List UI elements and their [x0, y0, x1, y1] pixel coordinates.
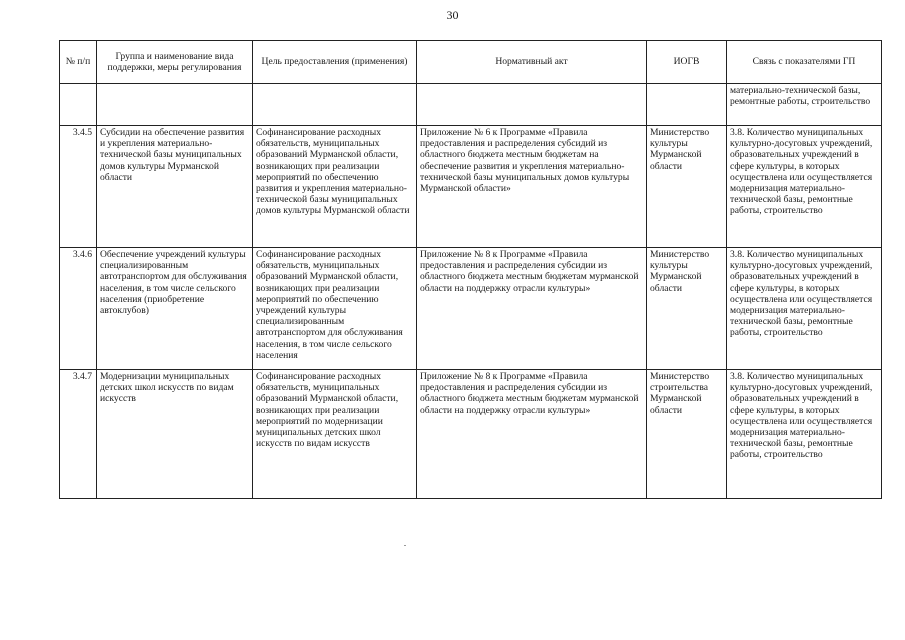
cell-group: Обеспечение учреждений культуры специализированным автотранспортом для обслуживания населения, в том числе сельского населения (приобретение автоклубов) — [97, 248, 253, 370]
cell-iogv: Министерство строительства Мурманской области — [647, 370, 727, 499]
cell-num: 3.4.5 — [60, 126, 97, 248]
header-purpose: Цель предоставления (применения) — [253, 41, 417, 84]
cell-num: 3.4.6 — [60, 248, 97, 370]
header-group: Группа и наименование вида поддержки, меры регулирования — [97, 41, 253, 84]
cell-indicator: материально-технической базы, ремонтные работы, строительство — [727, 84, 882, 126]
scan-speck — [404, 545, 406, 546]
cell-act: Приложение № 8 к Программе «Правила предоставления и распределения субсидии из областного бюджета местным бюджетам мурманской области на поддержку отрасли культуры» — [417, 248, 647, 370]
cell-num: 3.4.7 — [60, 370, 97, 499]
cell-purpose: Софинансирование расходных обязательств, муниципальных образований Мурманской области, возникающих при реализации мероприятий по модернизации муниципальных детских школ искусств по видам искусств — [253, 370, 417, 499]
cell-group — [97, 84, 253, 126]
cell-purpose — [253, 84, 417, 126]
table-header-row — [60, 41, 882, 84]
cell-purpose: Софинансирование расходных обязательств, муниципальных образований Мурманской области, возникающих при реализации мероприятий по обеспечению развития и укрепления материально-технической базы муниципальных домов культуры Мурманской области — [253, 126, 417, 248]
header-num: № п/п — [60, 41, 97, 84]
header-indicator: Связь с показателями ГП — [727, 41, 882, 84]
page-number: 30 — [446, 8, 459, 22]
cell-act: Приложение № 6 к Программе «Правила предоставления и распределения субсидий из областного бюджета местным бюджетам на обеспечение развития и укрепления материально-технической базы муниципальных домов культуры Мурманской области» — [417, 126, 647, 248]
table-row — [60, 370, 882, 499]
header-act: Нормативный акт — [417, 41, 647, 84]
header-iogv: ИОГВ — [647, 41, 727, 84]
table-row — [60, 248, 882, 370]
cell-indicator: 3.8. Количество муниципальных культурно-досуговых учреждений, образовательных учреждений в сфере культуры, в которых осуществлена или осуществляется модернизация материально-технической базы, ремонтные работы, строительство — [727, 126, 882, 248]
cell-purpose: Софинансирование расходных обязательств, муниципальных образований Мурманской области, возникающих при реализации мероприятий по обеспечению учреждений культуры специализированным автотранспортом для обслуживания населения, в том числе сельского населения — [253, 248, 417, 370]
cell-iogv — [647, 84, 727, 126]
cell-act: Приложение № 8 к Программе «Правила предоставления и распределения субсидии из областного бюджета местным бюджетам мурманской области на поддержку отрасли культуры» — [417, 370, 647, 499]
cell-indicator: 3.8. Количество муниципальных культурно-досуговых учреждений, образовательных учреждений в сфере культуры, в которых осуществлена или осуществляется модернизация материально-технической базы, ремонтные работы, строительство — [727, 248, 882, 370]
cell-num — [60, 84, 97, 126]
continuation-row — [60, 84, 882, 126]
cell-indicator: 3.8. Количество муниципальных культурно-досуговых учреждений, образовательных учреждений в сфере культуры, в которых осуществлена или осуществляется модернизация материально-технической базы, ремонтные работы, строительство — [727, 370, 882, 499]
cell-group: Субсидии на обеспечение развития и укрепления материально-технической базы муниципальных домов культуры Мурманской области — [97, 126, 253, 248]
support-measures-table — [59, 40, 882, 499]
cell-iogv: Министерство культуры Мурманской области — [647, 126, 727, 248]
cell-group: Модернизации муниципальных детских школ искусств по видам искусств — [97, 370, 253, 499]
cell-iogv: Министерство культуры Мурманской области — [647, 248, 727, 370]
cell-act — [417, 84, 647, 126]
table-row — [60, 126, 882, 248]
